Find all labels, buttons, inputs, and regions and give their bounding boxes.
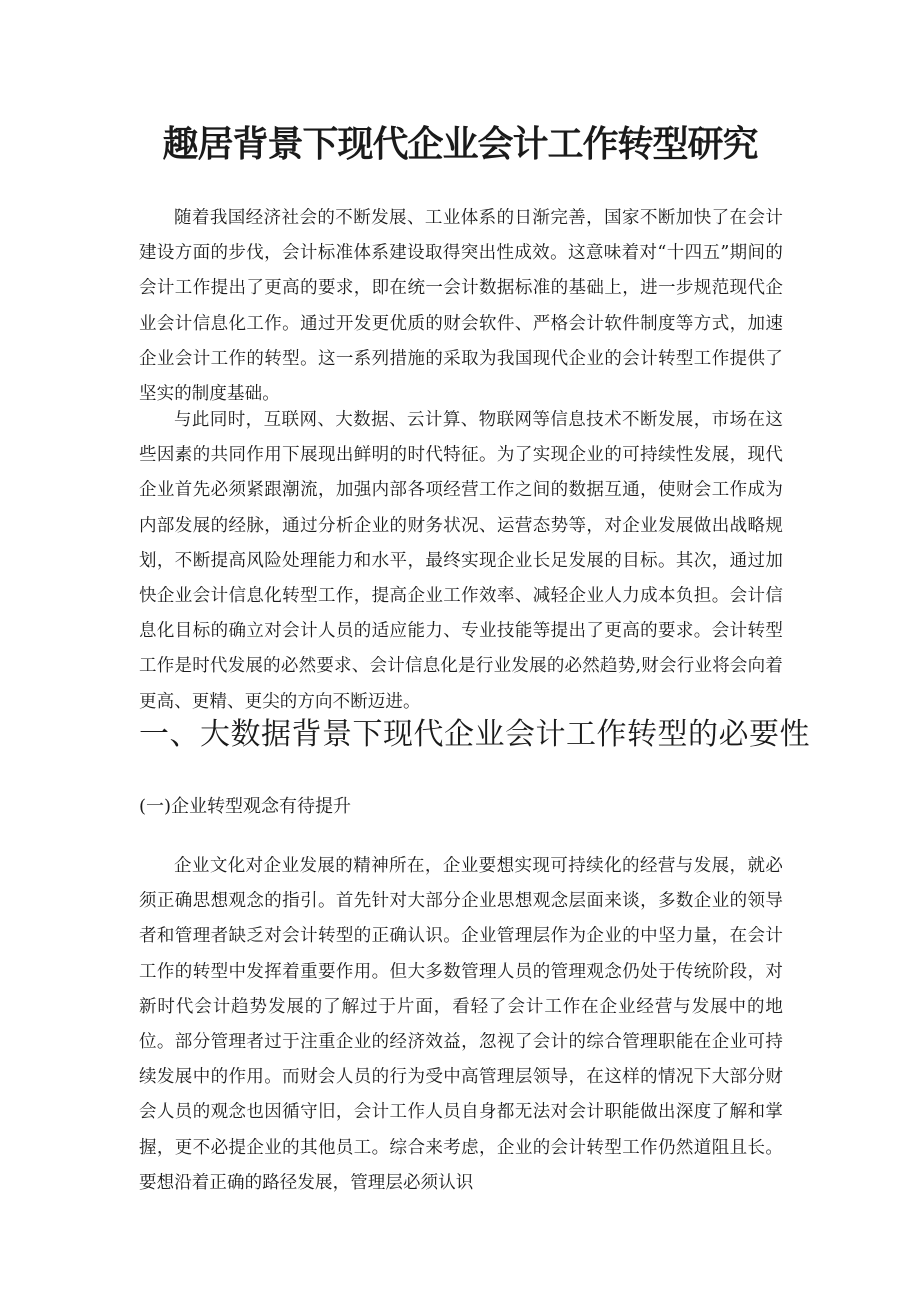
subsection-heading: (一)企业转型观念有待提升 [139,796,352,817]
body-paragraph-3: 企业文化对企业发展的精神所在，企业要想实现可持续化的经营与发展，就必须正确思想观念的指引。首先针对大部分企业思想观念层面来谈，多数企业的领导者和管理者缺乏对会计转型的正确认识。企业管理层作为企业的中坚力量，在会计工作的转型中发挥着重要作用。但大多数管理人员的管理观念仍处于传统阶段，对新时代会计趋势发展的了解过于片面，看轻了会计工作在企业经营与发展中的地位。部分管理者过于注重企业的经济效益，忽视了会计的综合管理职能在企业可持续发展中的作用。而财会人员的行为受中高管理层领导，在这样的情况下大部分财会人员的观念也因循守旧，会计工作人员自身都无法对会计职能做出深度了解和掌握，更不必提企业的其他员工。综合来考虑，企业的会计转型工作仍然道阻且长。要想沿着正确的路径发展，管理层必须认识 [139,856,783,1193]
document-title: 趣居背景下现代企业会计工作转型研究 [162,124,758,165]
section-heading: 一、大数据背景下现代企业会计工作转型的必要性 [139,717,810,752]
body-paragraph-1: 随着我国经济社会的不断发展、工业体系的日渐完善，国家不断加快了在会计建设方面的步伐，会计标准体系建设取得突出性成效。这意味着对“十四五”期间的会计工作提出了更高的要求，即在统一会计数据标准的基础上，进一步规范现代企业会计信息化工作。通过开发更优质的财会软件、严格会计软件制度等方式，加速企业会计工作的转型。这一系列措施的采取为我国现代企业的会计转型工作提供了坚实的制度基础。 [139,208,783,405]
body-paragraph-2: 与此同时，互联网、大数据、云计算、物联网等信息技术不断发展，市场在这些因素的共同作用下展现出鲜明的时代特征。为了实现企业的可持续性发展，现代企业首先必须紧跟潮流，加强内部各项经营工作之间的数据互通，使财会工作成为内部发展的经脉，通过分析企业的财务状况、运营态势等，对企业发展做出战略规划，不断提高风险处理能力和水平，最终实现企业长足发展的目标。其次，通过加快企业会计信息化转型工作，提高企业工作效率、减轻企业人力成本负担。会计信息化目标的确立对会计人员的适应能力、专业技能等提出了更高的要求。会计转型工作是时代发展的必然要求、会计信息化是行业发展的必然趋势,财会行业将会向着更高、更精、更尖的方向不断迈进。 [139,410,783,712]
